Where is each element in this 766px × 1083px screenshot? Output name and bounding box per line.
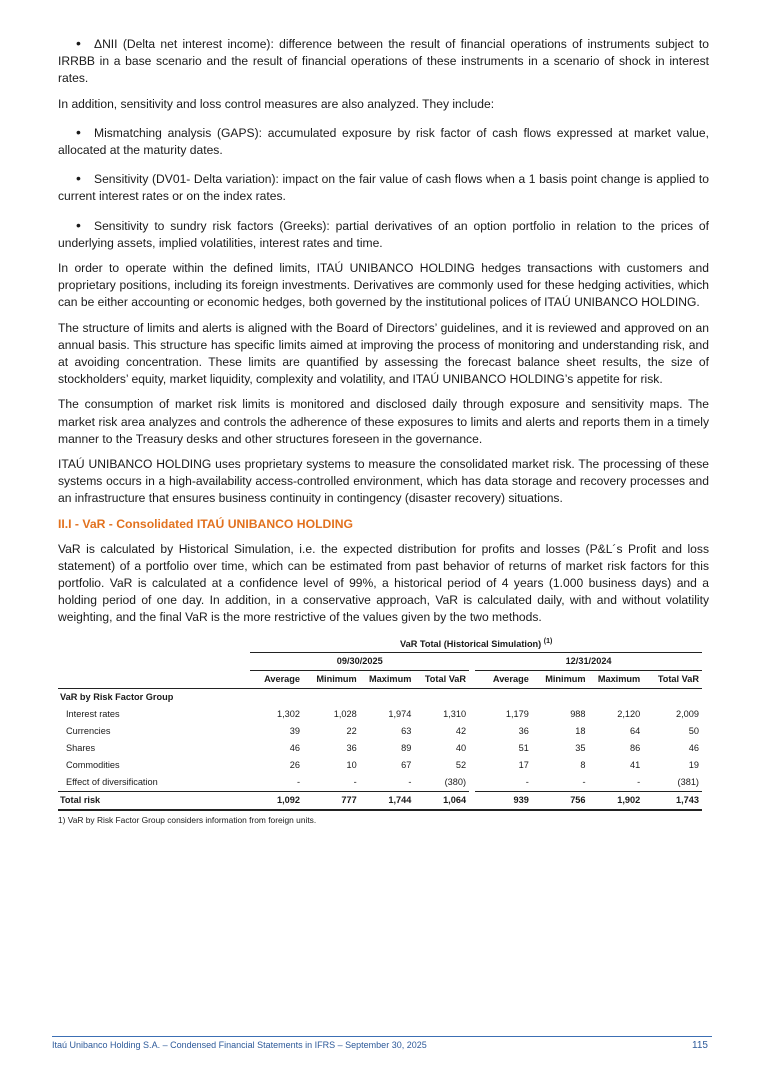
table-title <box>250 635 702 653</box>
cell: 50 <box>688 726 699 737</box>
cell: 756 <box>532 791 589 810</box>
row-label: Effect of diversification <box>58 774 250 792</box>
column-header: Maximum <box>589 670 644 688</box>
cell: 86 <box>629 743 641 754</box>
row-label: Shares <box>66 743 96 754</box>
column-header: Total VaR <box>414 670 469 688</box>
column-header: Total VaR <box>643 670 702 688</box>
cell: 63 <box>401 726 412 737</box>
cell: 39 <box>289 726 301 737</box>
cell: 46 <box>289 743 301 754</box>
table-footnote: 1) VaR by Risk Factor Group considers information from foreign units. <box>58 814 317 825</box>
cell: 10 <box>346 760 357 771</box>
cell: - <box>532 774 589 792</box>
cell: 1,092 <box>250 791 303 810</box>
table-row <box>58 757 702 774</box>
bullet-gaps <box>58 125 709 159</box>
cell: 89 <box>401 743 412 754</box>
cell: 1,302 <box>277 709 301 720</box>
cell: 26 <box>289 760 301 771</box>
column-header: Maximum <box>360 670 415 688</box>
cell: 52 <box>455 760 467 771</box>
cell: 1,179 <box>505 709 529 720</box>
cell: 2,120 <box>617 709 641 720</box>
group-label: VaR by Risk Factor Group <box>58 688 702 706</box>
row-label: Total risk <box>58 791 250 810</box>
cell: - <box>475 774 532 792</box>
footer-document-title: Itaú Unibanco Holding S.A. – Condensed Financial Statements in IFRS – September 30, 2025 <box>52 1040 427 1050</box>
cell: 67 <box>401 760 412 771</box>
cell: 36 <box>346 743 357 754</box>
page-content <box>58 36 709 825</box>
bullet-text: Sensitivity to sundry risk factors (Greeks): partial derivatives of an option portfolio in relation to the prices of underlying assets, implied volatilities, interest rates and time. <box>58 218 709 250</box>
bullet-icon: • <box>76 170 81 187</box>
cell: (381) <box>643 774 702 792</box>
page-number: 115 <box>692 1040 708 1051</box>
cell: - <box>589 774 644 792</box>
cell: 1,974 <box>388 709 412 720</box>
table-row <box>58 740 702 757</box>
cell: 1,310 <box>443 709 467 720</box>
cell: 40 <box>455 743 467 754</box>
column-header: Minimum <box>532 670 589 688</box>
table-row <box>58 774 702 792</box>
paragraph-limits-structure: The structure of limits and alerts is aligned with the Board of Directors’ guidelines, and it is reviewed and approved on an annual basis. This structure has specific limits aimed at improving the process of monitoring and understanding risk, and at avoiding concentration. These limits are quantified by assessing the forecast balance sheet results, the size of stockholders’ equity, market liquidity, complexity and volatility, and ITAÚ UNIBANCO HOLDING’s appetite for risk. <box>58 320 709 387</box>
cell: 46 <box>688 743 699 754</box>
cell: 1,902 <box>589 791 644 810</box>
paragraph-limits-consumption: The consumption of market risk limits is monitored and disclosed daily through exposure and sensitivity maps. The market risk area analyzes and controls the adherence of these exposures to limits and alerts and reports them in a timely manner to the Treasury desks and other structures foreseen in the governance. <box>58 397 709 446</box>
cell: - <box>303 774 360 792</box>
row-label: Currencies <box>66 726 111 737</box>
bullet-greeks <box>58 218 709 252</box>
cell: 41 <box>629 760 641 771</box>
bullet-delta-nii <box>58 36 709 88</box>
period-header-current: 09/30/2025 <box>250 652 469 670</box>
cell: 1,744 <box>360 791 415 810</box>
paragraph-var-method: VaR is calculated by Historical Simulation, i.e. the expected distribution for profits and losses (P&L´s Profit and loss statement) of a portfolio over time, which can be estimated from past behavior of returns of market risk factors for this portfolio. VaR is calculated at a confidence level of 99%, a historical period of 4 years (1.000 business days) and a holding period of one day. In addition, in a conservative approach, VaR is calculated daily, with and without volatility weighting, and the final VaR is the more restrictive of the values given by the two methods. <box>58 541 709 625</box>
cell: 1,064 <box>414 791 469 810</box>
paragraph-proprietary-systems: ITAÚ UNIBANCO HOLDING uses proprietary systems to measure the consolidated market risk. The processing of these systems occurs in a high-availability access-controlled environment, which has data storage and recovery processes and an infrastructure that ensures business continuity in contingency (disaster recovery) situations. <box>58 457 709 506</box>
cell: 8 <box>580 760 586 771</box>
page-footer <box>52 1036 712 1051</box>
cell: 36 <box>518 726 529 737</box>
paragraph-hedging: In order to operate within the defined limits, ITAÚ UNIBANCO HOLDING hedges transactions with customers and proprietary positions, including its foreign investments. Derivatives are commonly used for these hedging activities, which can be either accounting or economic hedges, both governed by the institutional polices of ITAÚ UNIBANCO HOLDING. <box>58 261 709 310</box>
cell: (380) <box>414 774 469 792</box>
row-label: Interest rates <box>66 709 120 720</box>
row-label: Commodities <box>66 760 120 771</box>
cell: 1,743 <box>643 791 702 810</box>
table-title-footnote-ref: (1) <box>543 637 553 645</box>
bullet-icon: • <box>76 35 81 51</box>
cell: - <box>250 774 303 792</box>
cell: 17 <box>518 760 529 771</box>
section-heading: II.I - VaR - Consolidated ITAÚ UNIBANCO HOLDING <box>58 516 353 531</box>
cell: 35 <box>575 743 586 754</box>
column-header: Average <box>250 670 303 688</box>
column-header: Average <box>475 670 532 688</box>
cell: 22 <box>346 726 357 737</box>
bullet-dv01 <box>58 171 709 205</box>
cell: 1,028 <box>333 709 357 720</box>
paragraph-sensitivity-intro: In addition, sensitivity and loss control measures are also analyzed. They include: <box>58 96 495 111</box>
table-row <box>58 723 702 740</box>
bullet-text: Sensitivity (DV01- Delta variation): impact on the fair value of cash flows when a 1 basis point change is applied to current interest rates or on the index rates. <box>58 172 709 204</box>
var-table <box>58 635 702 811</box>
table-row <box>58 706 702 723</box>
table-title-text: VaR Total (Historical Simulation) <box>400 638 542 649</box>
cell: 51 <box>518 743 529 754</box>
cell: 988 <box>570 709 586 720</box>
cell: - <box>360 774 415 792</box>
total-row <box>58 791 702 810</box>
bullet-icon: • <box>76 123 81 140</box>
cell: 18 <box>575 726 586 737</box>
bullet-text: ΔNII (Delta net interest income): difference between the result of financial operations of instruments subject to IRRBB in a base scenario and the result of financial operations of these instruments in a scenario of shock in interest rates. <box>58 37 709 86</box>
cell: 42 <box>455 726 467 737</box>
cell: 2,009 <box>676 709 699 720</box>
column-header: Minimum <box>303 670 360 688</box>
cell: 64 <box>629 726 641 737</box>
cell: 777 <box>303 791 360 810</box>
bullet-text: Mismatching analysis (GAPS): accumulated exposure by risk factor of cash flows expressed at market value, allocated at the maturity dates. <box>58 125 709 158</box>
cell: 19 <box>688 760 699 771</box>
cell: 939 <box>475 791 532 810</box>
bullet-icon: • <box>76 216 81 233</box>
period-header-prior: 12/31/2024 <box>475 652 702 670</box>
